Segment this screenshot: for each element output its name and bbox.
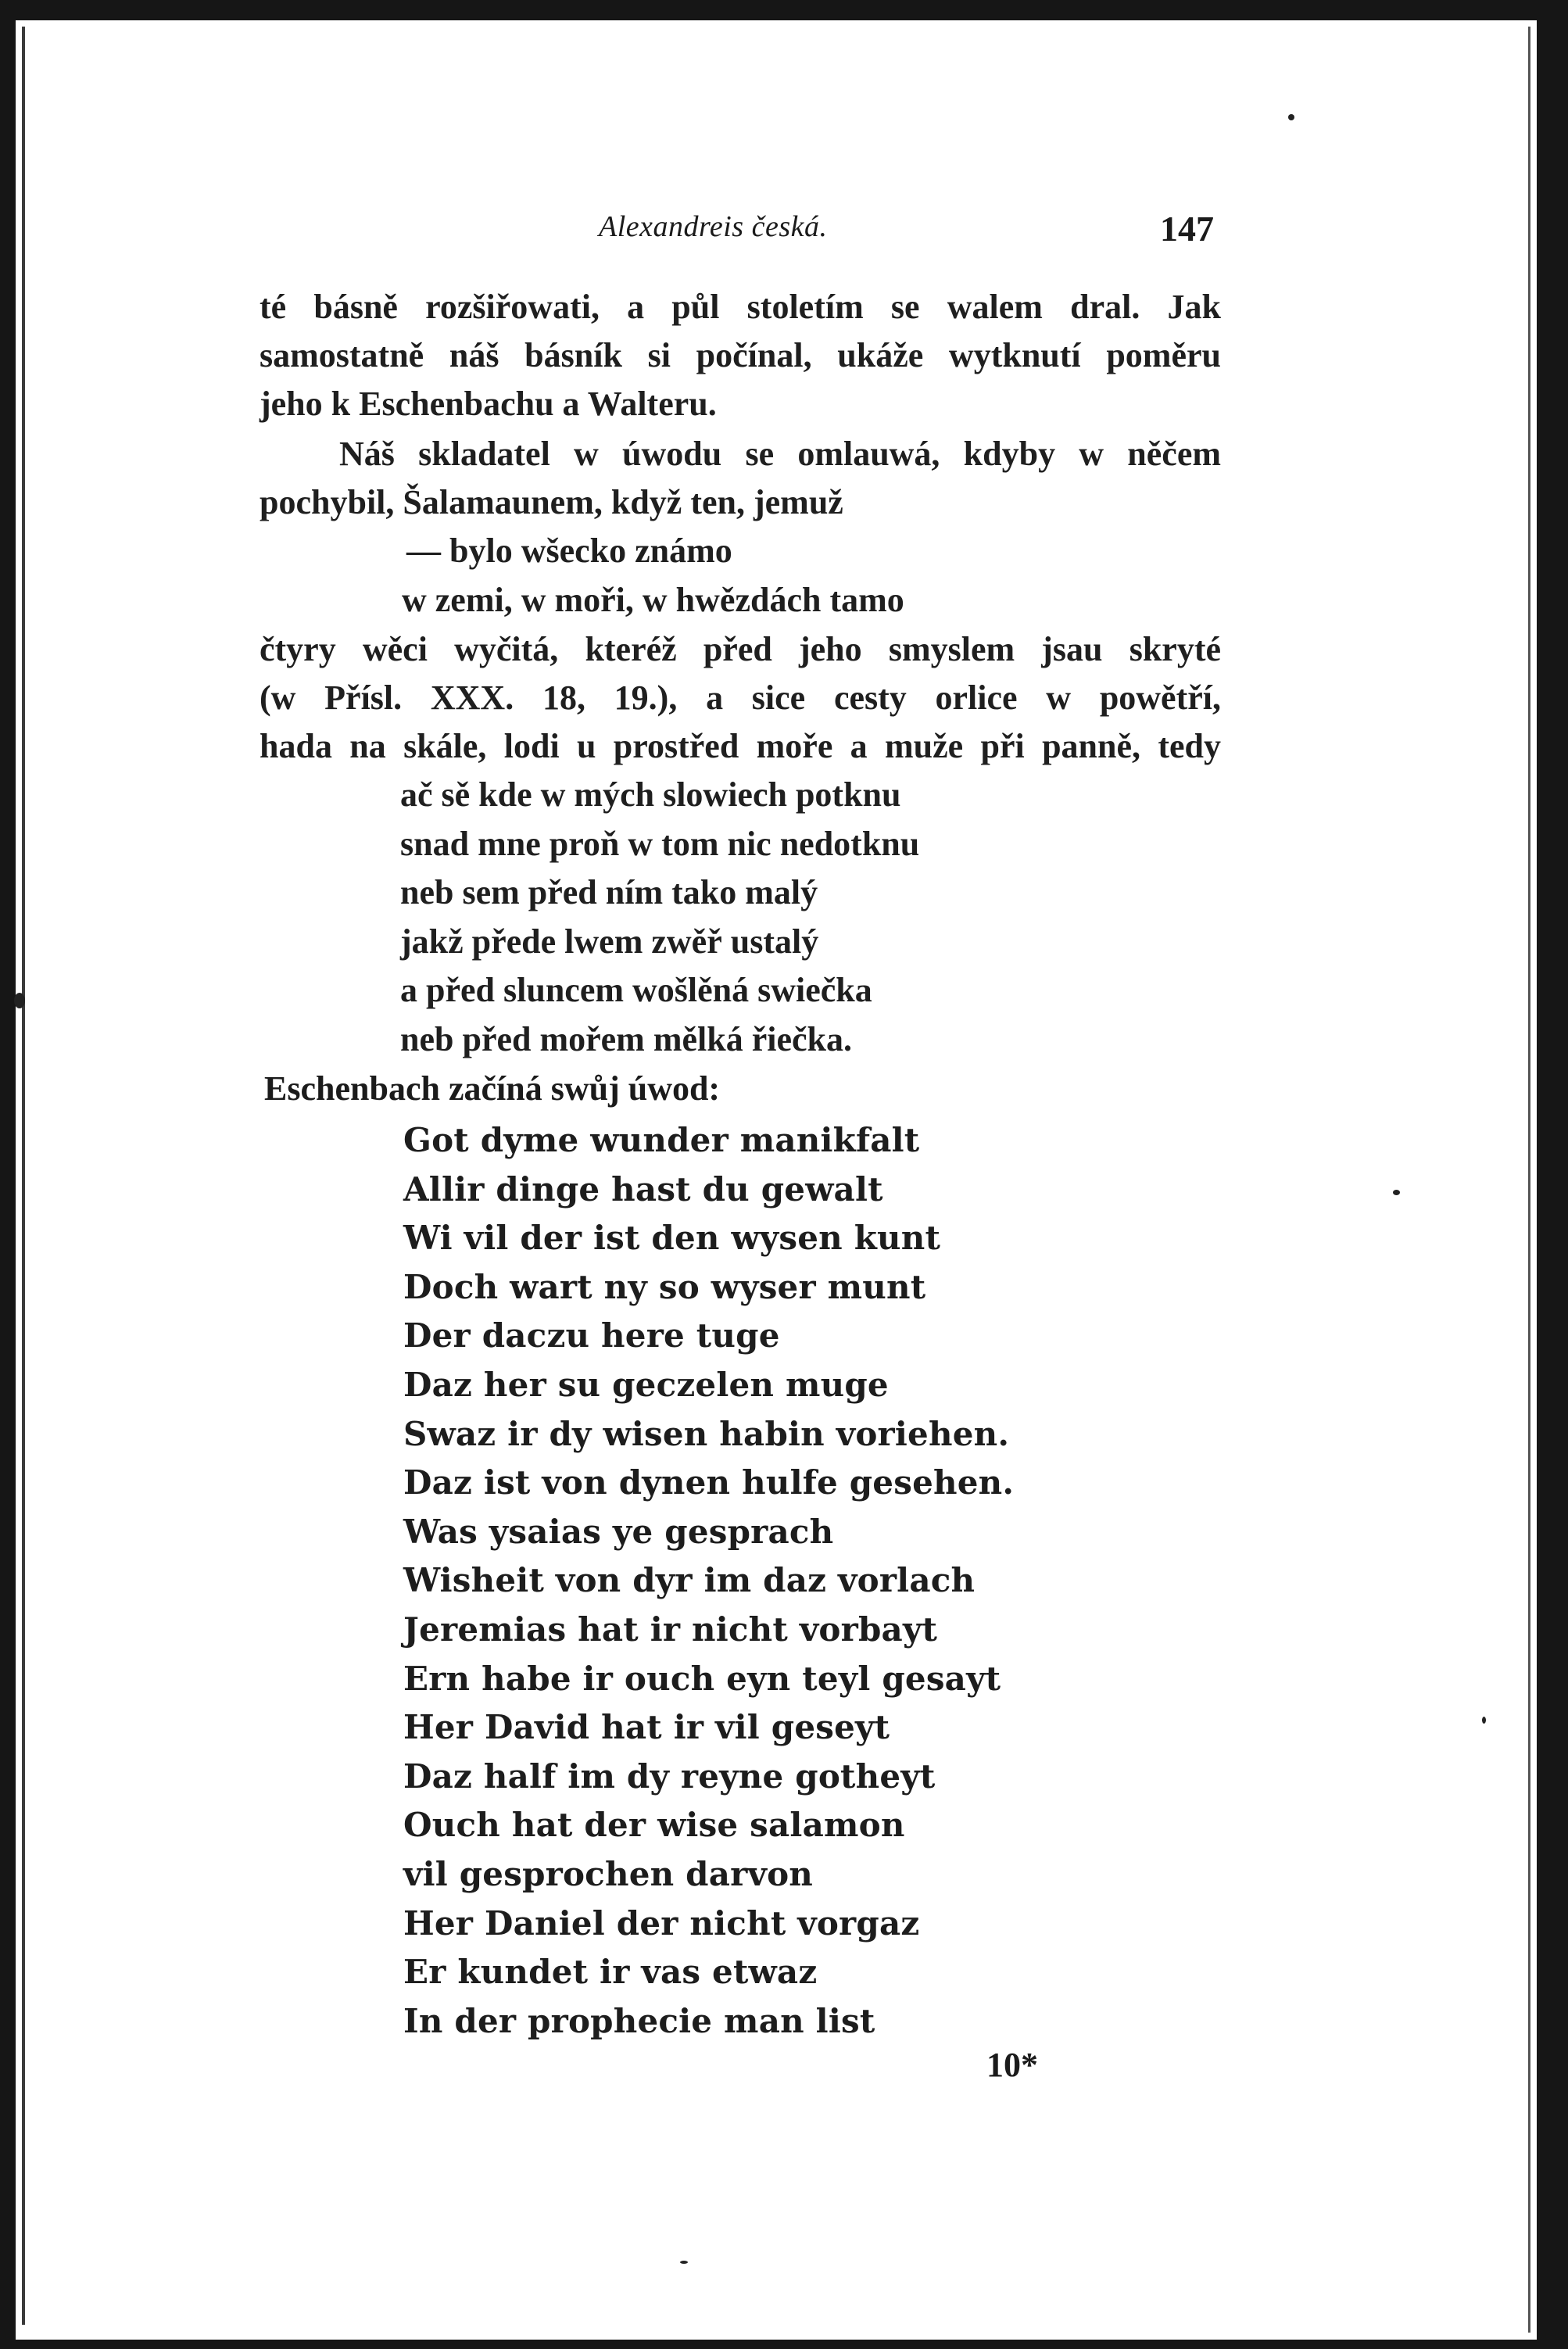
german-verse-line: Ern habe ir ouch eyn teyl gesayt bbox=[403, 1659, 1001, 1698]
text-line: hada na skále, lodi u prostřed moře a muže při panně, tedy bbox=[260, 727, 1221, 765]
page-edge-right bbox=[1528, 27, 1530, 2333]
verse-block bbox=[400, 771, 919, 1064]
german-verse-line: Daz half im dy reyne gotheyt bbox=[403, 1756, 936, 1796]
page-number: 147 bbox=[1160, 209, 1214, 249]
paragraph bbox=[260, 430, 1221, 527]
text-line: čtyry wěci wyčitá, kteréž před jeho smyslem jsau skryté bbox=[260, 630, 1221, 668]
verse-line: neb před mořem mělká řiečka. bbox=[400, 1019, 852, 1058]
scan-border-top bbox=[0, 0, 1568, 20]
german-verse-line: Er kundet ir vas etwaz bbox=[403, 1953, 818, 1992]
ink-speck bbox=[14, 993, 25, 1008]
german-verse-line: Der daczu here tuge bbox=[403, 1316, 780, 1355]
text-line: té básně rozšiřowati, a půl stoletím se walem dral. Jak bbox=[260, 288, 1221, 326]
german-verse-line: Jeremias hat ir nicht vorbayt bbox=[403, 1610, 938, 1649]
scan-border-bottom bbox=[0, 2340, 1568, 2349]
german-verse-line: In der prophecie man list bbox=[403, 2001, 875, 2040]
text-line: jeho k Eschenbachu a Walteru. bbox=[260, 385, 717, 423]
text-line: samostatně náš básník si počínal, ukáže wytknutí poměru bbox=[260, 336, 1221, 374]
running-header-title: Alexandreis česká. bbox=[599, 210, 828, 243]
german-verse-line: Swaz ir dy wisen habin voriehen. bbox=[403, 1414, 1010, 1453]
german-verse-line: Her Daniel der nicht vorgaz bbox=[403, 1903, 920, 1943]
verse-line: — bylo wšecko známo bbox=[406, 532, 732, 570]
german-verse-line: Daz her su geczelen muge bbox=[403, 1365, 889, 1404]
verse-line: w zemi, w moři, w hwězdách tamo bbox=[402, 580, 904, 619]
ink-speck bbox=[1288, 114, 1294, 120]
text-line: (w Přísl. XXX. 18, 19.), a sice cesty orlice w powětří, bbox=[260, 679, 1221, 717]
paragraph bbox=[260, 283, 1221, 428]
german-verse-line: Got dyme wunder manikfalt bbox=[403, 1121, 920, 1159]
text-line: pochybil, Šalamaunem, když ten, jemuž bbox=[260, 483, 843, 521]
verse-line: jakž přede lwem zwěř ustalý bbox=[400, 922, 819, 961]
ink-speck bbox=[1393, 1190, 1400, 1195]
german-verse-line: Daz ist von dynen hulfe gesehen. bbox=[403, 1463, 1015, 1502]
german-verse-line: Wi vil der ist den wysen kunt bbox=[403, 1219, 941, 1258]
german-verse-line: Wisheit von dyr im daz vorlach bbox=[403, 1561, 976, 1600]
german-verse-line: Allir dinge hast du gewalt bbox=[403, 1169, 883, 1209]
text-line: Náš skladatel w úwodu se omlauwá, kdyby w něčem bbox=[339, 435, 1221, 473]
scan-border-left bbox=[0, 0, 16, 2349]
german-verse-line: vil gesprochen darvon bbox=[403, 1854, 814, 1893]
intro-line: Eschenbach začíná swůj úwod: bbox=[264, 1069, 721, 1108]
verse-block bbox=[400, 527, 904, 625]
verse-line: neb sem před ním tako malý bbox=[400, 873, 818, 911]
verse-line: a před sluncem wošlěná swiečka bbox=[400, 971, 872, 1009]
german-verse-line: Was ysaias ye gesprach bbox=[403, 1512, 834, 1551]
verse-line: ač sě kde w mých slowiech potknu bbox=[400, 775, 901, 814]
signature-mark: 10* bbox=[986, 2046, 1038, 2084]
scan-border-right bbox=[1537, 0, 1568, 2349]
german-verse-block bbox=[403, 1116, 1014, 2046]
verse-line: snad mne proň w tom nic nedotknu bbox=[400, 824, 920, 863]
german-verse-line: Her David hat ir vil geseyt bbox=[403, 1708, 890, 1747]
paragraph bbox=[260, 625, 1221, 771]
ink-speck bbox=[1482, 1717, 1486, 1724]
ink-speck bbox=[680, 2261, 688, 2264]
german-verse-line: Doch wart ny so wyser munt bbox=[403, 1267, 926, 1306]
page-edge-left bbox=[22, 27, 25, 2325]
german-verse-line: Ouch hat der wise salamon bbox=[403, 1806, 905, 1845]
